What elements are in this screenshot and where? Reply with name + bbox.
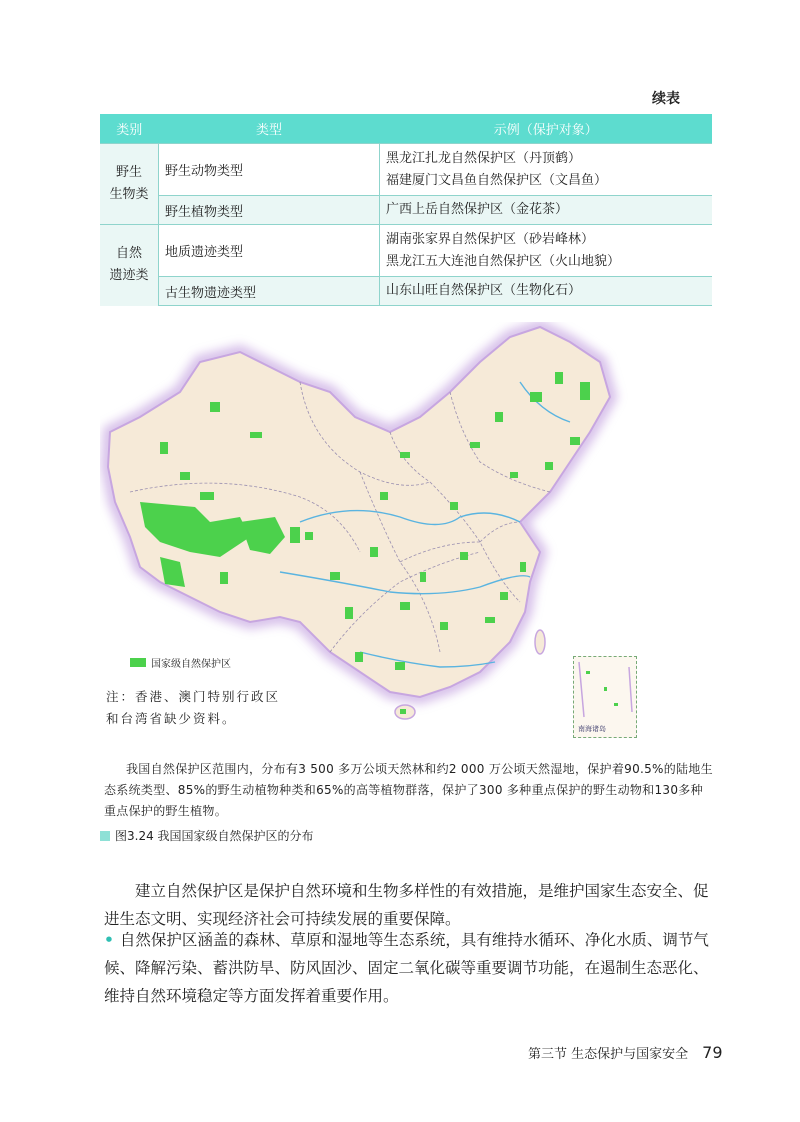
table-row bbox=[100, 196, 712, 225]
figure-title bbox=[100, 827, 314, 844]
header-category: 类别 bbox=[100, 114, 159, 144]
header-type: 类型 bbox=[159, 114, 380, 144]
page-footer bbox=[528, 1043, 723, 1062]
type-cell: 古生物遗迹类型 bbox=[159, 277, 380, 306]
type-cell: 野生动物类型 bbox=[159, 144, 380, 196]
category-cell-natural-relics: 自然 遗迹类 bbox=[100, 225, 159, 306]
legend-swatch bbox=[130, 658, 146, 667]
type-cell: 地质遗迹类型 bbox=[159, 225, 380, 277]
map-legend bbox=[130, 655, 231, 670]
inset-label: 南海诸岛 bbox=[578, 725, 606, 733]
examples-cell: 广西上岳自然保护区（金花茶） bbox=[380, 196, 713, 225]
category-cell-wildlife: 野生 生物类 bbox=[100, 144, 159, 225]
examples-cell: 黑龙江扎龙自然保护区（丹顶鹤） 福建厦门文昌鱼自然保护区（文昌鱼） bbox=[380, 144, 713, 196]
map-note: 注：香港、澳门特别行政区和台湾省缺少资料。 bbox=[106, 689, 281, 726]
body-paragraph-1: 建立自然保护区是保护自然环境和生物多样性的有效措施，是维护国家生态安全、促进生态文明、实现经济社会可持续发展的重要保障。 bbox=[104, 882, 709, 928]
figure-title-text: 图3.24 我国国家级自然保护区的分布 bbox=[115, 829, 314, 843]
bullet-marker: • bbox=[104, 931, 114, 949]
south-china-sea-inset bbox=[573, 656, 637, 738]
legend-label: 国家级自然保护区 bbox=[151, 659, 231, 670]
examples-cell: 湖南张家界自然保护区（砂岩峰林） 黑龙江五大连池自然保护区（火山地貌） bbox=[380, 225, 713, 277]
protected-area-classification-table bbox=[100, 114, 712, 306]
body-paragraph-2-text: 自然保护区涵盖的森林、草原和湿地等生态系统，具有维持水循环、净化水质、调节气候、降解污染、蓄洪防旱、防风固沙、固定二氧化碳等重要调节功能，在遏制生态恶化、维持自然环境稳定等方面发挥着重要作用。 bbox=[104, 931, 709, 1005]
type-cell: 野生植物类型 bbox=[159, 196, 380, 225]
taiwan-island bbox=[535, 630, 545, 654]
figure-marker bbox=[100, 831, 110, 841]
figure-description: 我国自然保护区范围内，分布有3 500 多万公顷天然林和约2 000 万公顷天然湿地，保护着90.5%的陆地生态系统类型、85%的野生动植物种类和65%的高等植物群落，保护了300 多种重点保护的野生动物和130多种重点保护的野生植物。 bbox=[104, 762, 713, 818]
table-row bbox=[100, 144, 712, 196]
continuation-label: 续表 bbox=[652, 91, 680, 107]
table-header-row bbox=[100, 114, 712, 144]
table-row bbox=[100, 277, 712, 306]
page-number: 79 bbox=[702, 1043, 723, 1062]
table-row bbox=[100, 225, 712, 277]
examples-cell: 山东山旺自然保护区（生物化石） bbox=[380, 277, 713, 306]
header-examples: 示例（保护对象） bbox=[380, 114, 713, 144]
footer-section: 第三节 生态保护与国家安全 bbox=[528, 1047, 689, 1062]
body-paragraph-2 bbox=[104, 926, 716, 1010]
